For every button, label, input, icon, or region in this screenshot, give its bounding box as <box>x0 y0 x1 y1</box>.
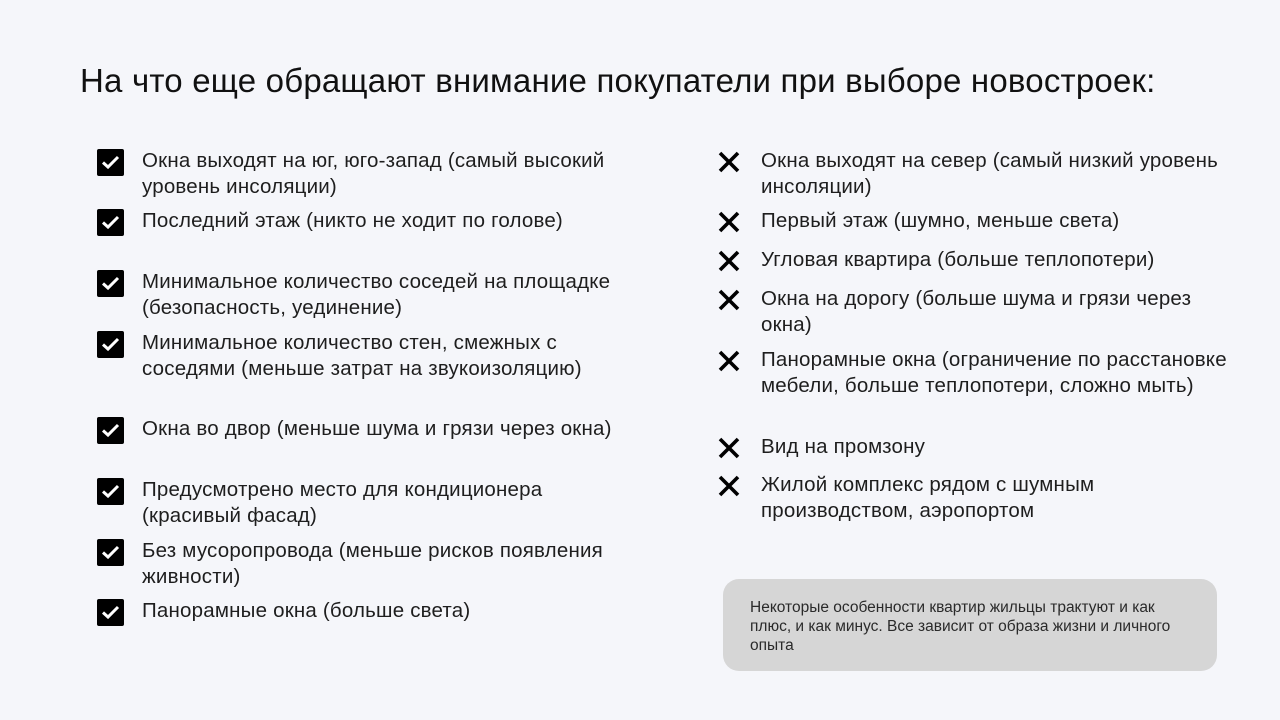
page-title: На что еще обращают внимание покупатели при выборе новостроек: <box>80 62 1156 99</box>
pro-item-text: Минимальное количество соседей на площадке (безопасность, уединение) <box>142 270 611 319</box>
checkbox-checked-icon <box>96 148 124 176</box>
note-box: Некоторые особенности квартир жильцы трактуют и как плюс, и как минус. Все зависит от образа жизни и личного опыта <box>723 579 1217 671</box>
checkbox-checked-icon <box>96 598 124 626</box>
con-item-text: Первый этаж (шумно, меньше света) <box>761 209 1120 232</box>
pro-item <box>96 269 622 320</box>
checkbox-checked-icon <box>96 477 124 505</box>
cross-icon <box>715 434 743 462</box>
pro-item <box>96 330 622 381</box>
pro-item-text: Предусмотрено место для кондиционера (красивый фасад) <box>142 478 543 527</box>
pro-item-text: Минимальное количество стен, смежных с соседями (меньше затрат на звукоизоляцию) <box>142 331 582 380</box>
checkbox-checked-icon <box>96 269 124 297</box>
con-item <box>715 208 1231 236</box>
cross-icon <box>715 148 743 176</box>
cross-icon <box>715 472 743 500</box>
con-item-text: Жилой комплекс рядом с шумным производством, аэропортом <box>761 473 1095 522</box>
cross-icon <box>715 347 743 375</box>
con-item <box>715 472 1231 523</box>
con-item-text: Панорамные окна (ограничение по расстановке мебели, больше теплопотери, сложно мыть) <box>761 348 1227 397</box>
con-item <box>715 434 1231 462</box>
con-item <box>715 247 1231 275</box>
checkbox-checked-icon <box>96 538 124 566</box>
con-item <box>715 347 1231 398</box>
pro-item-text: Без мусоропровода (меньше рисков появления живности) <box>142 539 603 588</box>
checkbox-checked-icon <box>96 330 124 358</box>
con-item-text: Угловая квартира (больше теплопотери) <box>761 248 1155 271</box>
pro-item <box>96 416 622 444</box>
con-item-text: Окна выходят на север (самый низкий уровень инсоляции) <box>761 149 1218 198</box>
pro-item-text: Окна во двор (меньше шума и грязи через окна) <box>142 417 612 440</box>
con-item-text: Вид на промзону <box>761 435 926 458</box>
pro-item-text: Окна выходят на юг, юго-запад (самый высокий уровень инсоляции) <box>142 149 605 198</box>
pro-item-text: Последний этаж (никто не ходит по голове) <box>142 209 563 232</box>
pro-item-text: Панорамные окна (больше света) <box>142 599 471 622</box>
cross-icon <box>715 247 743 275</box>
con-item-text: Окна на дорогу (больше шума и грязи через окна) <box>761 287 1192 336</box>
checkbox-checked-icon <box>96 416 124 444</box>
pro-item <box>96 148 622 199</box>
checkbox-checked-icon <box>96 208 124 236</box>
cross-icon <box>715 208 743 236</box>
pro-item <box>96 477 622 528</box>
pro-item <box>96 538 622 589</box>
cross-icon <box>715 286 743 314</box>
pro-item <box>96 208 622 236</box>
con-item <box>715 286 1231 337</box>
con-item <box>715 148 1231 199</box>
pro-item <box>96 598 622 626</box>
